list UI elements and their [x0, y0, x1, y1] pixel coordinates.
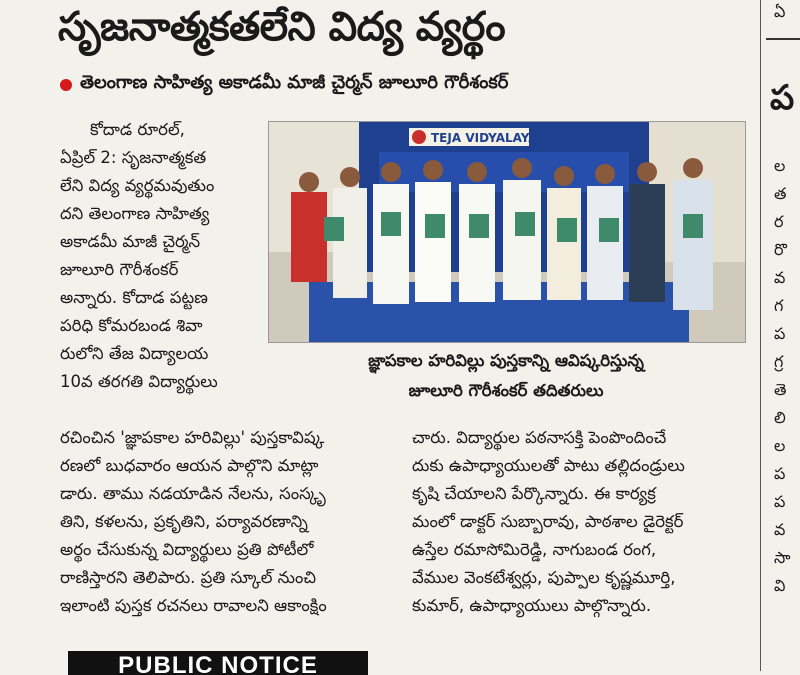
text-line: దుకు ఉపాధ్యాయులతో పాటు తల్లిదండ్రులు — [412, 456, 685, 475]
text-line: ఏప్రిల్ 2: సృజనాత్మకత — [60, 148, 207, 167]
article-bottom-right-column — [412, 424, 750, 620]
strip-text: ప — [774, 324, 786, 343]
text-line: అర్థం చేసుకున్న విద్యార్థులు ప్రతి పోటీలో — [60, 540, 314, 559]
strip-text: సా — [774, 548, 791, 567]
strip-text: ప — [774, 492, 786, 511]
text-line: లేని విద్య వ్యర్థమవుతుం — [60, 176, 215, 195]
event-photo — [268, 121, 746, 343]
strip-text: ఏ — [774, 2, 786, 21]
text-line: చారు. విద్యార్థుల పఠనాసక్తి పెంపొందించే — [412, 428, 667, 447]
article-bottom-left-column — [60, 424, 390, 620]
strip-text: ప — [774, 464, 786, 483]
strip-text: వ — [774, 520, 786, 539]
red-bullet-icon — [60, 79, 72, 91]
text-line: కోదాడ రూరల్, — [90, 120, 185, 139]
strip-text: త — [774, 184, 787, 203]
strip-text: వ — [774, 268, 786, 287]
caption-line: జ్ఞాపకాల హరివిల్లు పుస్తకాన్ని ఆవిష్కరిస్తున్న — [368, 351, 644, 370]
photo-illustration — [269, 122, 745, 342]
strip-text: ల — [774, 156, 786, 175]
text-line: ఇలాంటి పుస్తక రచనలు రావాలని ఆకాంక్షిం — [60, 596, 327, 615]
text-line: కుమార్, ఉపాధ్యాయులు పాల్గొన్నారు. — [412, 596, 652, 615]
headline: సృజనాత్మకతలేని విద్య వ్యర్థం — [58, 4, 506, 50]
banner-label: TEJA VIDYALAYA — [431, 131, 538, 145]
article-left-column — [60, 116, 250, 396]
strip-text: గ్ర — [774, 352, 784, 371]
text-line: కృషి చేయాలని పేర్కొన్నారు. ఈ కార్యక్ర — [412, 484, 656, 503]
text-line: పరిధి కోమరబండ శివా — [60, 316, 203, 335]
text-line: అన్నారు. కోదాడ పట్టణ — [60, 288, 208, 307]
text-line: అకాడమీ మాజీ చైర్మన్ — [60, 232, 201, 251]
text-line: వేముల వెంకటేశ్వర్లు, పుప్పాల కృష్ణమూర్తి, — [412, 568, 676, 587]
text-line: మంలో డాక్టర్ సుబ్బారావు, పాఠశాల డైరెక్టర్ — [412, 512, 684, 531]
text-line: రాణిస్తారని తెలిపారు. ప్రతి స్కూల్ నుంచి — [60, 568, 316, 587]
public-notice-banner: PUBLIC NOTICE — [68, 651, 368, 675]
strip-text: తె — [774, 380, 787, 399]
text-line: తిని, కళలను, ప్రకృతిని, పర్యావరణాన్ని — [60, 512, 308, 531]
strip-text: రొ — [774, 240, 787, 259]
text-line: డారు. తాము నడయాడిన నేలను, సంస్కృ — [60, 484, 326, 503]
text-line: రచించిన 'జ్ఞాపకాల హరివిల్లు' పుస్తకావిష్క — [60, 428, 325, 447]
column-separator — [760, 0, 761, 671]
photo-caption — [268, 346, 744, 406]
subheadline-text: తెలంగాణ సాహిత్య అకాడమీ మాజీ చైర్మన్ జూలూరి గౌరీశంకర్ — [80, 72, 509, 93]
strip-text: ల — [774, 436, 786, 455]
subheadline — [60, 72, 508, 97]
adjacent-article-strip — [766, 0, 800, 671]
strip-text: గ — [774, 296, 784, 315]
text-line: ఉస్తేల రమాసోమిరెడ్డి, నాగుబండ రంగ, — [412, 540, 657, 559]
text-line: 10వ తరగతి విద్యార్థులు — [60, 372, 218, 391]
text-line: రణలో బుధవారం ఆయన పాల్గొని మాట్లా — [60, 456, 319, 475]
text-line: జూలూరి గౌరీశంకర్ — [60, 260, 179, 279]
strip-headline-fragment: ప — [770, 78, 795, 118]
text-line: దని తెలంగాణ సాహిత్య — [60, 204, 210, 223]
strip-text: లి — [774, 408, 786, 427]
text-line: రులోని తేజ విద్యాలయ — [60, 344, 209, 363]
strip-text: ర — [774, 212, 784, 231]
caption-line: జూలూరి గౌరీశంకర్ తదితరులు — [408, 381, 604, 400]
strip-text: వి — [774, 576, 786, 595]
